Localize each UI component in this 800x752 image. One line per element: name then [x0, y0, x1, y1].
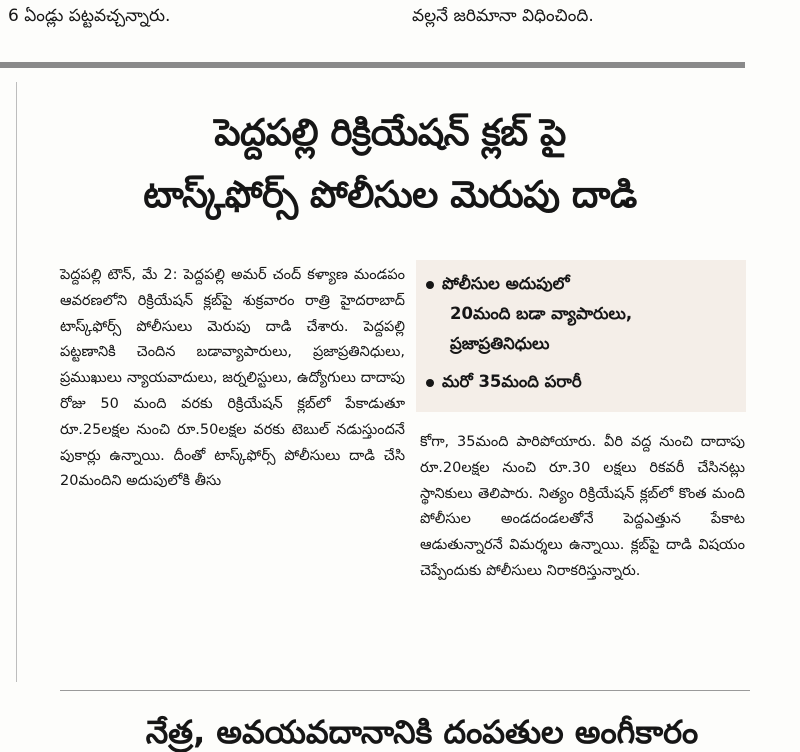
column-border: [16, 82, 17, 682]
highlight-box: [416, 260, 746, 412]
previous-article-fragment-right: వల్లనే జరిమానా విధించింది.: [412, 6, 594, 26]
article-body-right: కోగా, 35మంది పారిపోయారు. వీరి వద్ద నుంచి దాదాపు రూ.20లక్షల నుంచి రూ.30 లక్షలు రికవరీ చేసినట్లు స్థానికులు తెలిపారు. నిత్యం రిక్రియేషన్ క్లబ్‌లో కొంత మంది పోలీసుల అండదండలతోనే పెద్దఎత్తున పేకాట ఆడుతున్నారనే విమర్శలు ఉన్నాయి. క్లబ్‌పై దాడి విషయం చెప్పేందుకు పోలీసులు నిరాకరిస్తున్నారు.: [420, 434, 745, 579]
highlight-item-2: [426, 368, 582, 396]
headline-line-1: పెద్దపల్లి రిక్రియేషన్ క్లబ్ పై: [214, 111, 566, 154]
previous-article-fragment-left: 6 ఏండ్లు పట్టవచ్చన్నారు.: [8, 6, 171, 26]
headline-line-2: టాస్క్‌ఫోర్స్ పోలీసుల మెరుపు దాడి: [143, 173, 637, 216]
highlight-1-line-1: పోలీసుల అదుపులో: [442, 274, 570, 293]
highlight-1-line-3: ప్రజాప్రతినిధులు: [450, 334, 550, 353]
next-article-headline: నేత్ర, అవయవదానానికి దంపతుల అంగీకారం: [145, 713, 699, 751]
highlight-1-line-2: 20మంది బడా వ్యాపారులు,: [450, 304, 633, 323]
highlight-item-1: [426, 270, 570, 298]
article-divider: [60, 690, 750, 691]
bullet-icon: [426, 281, 434, 289]
section-divider: [0, 62, 745, 68]
bullet-icon: [426, 379, 434, 387]
highlight-2-line-1: మరో 35మంది పరారీ: [442, 372, 582, 391]
article-body-left: పెద్దపల్లి టౌన్, మే 2: పెద్దపల్లి అమర్ చంద్ కళ్యాణ మండపం ఆవరణలోని రిక్రియేషన్ క్లబ్‌పై శుక్రవారం రాత్రి హైదరాబాద్ టాస్క్‌ఫోర్స్ పోలీసులు మెరుపు దాడి చేశారు. పెద్దపల్లి పట్టణానికి చెందిన బడావ్యాపారులు, ప్రజాప్రతినిధులు, ప్రముఖులు న్యాయవాదులు, జర్నలిస్టులు, ఉద్యోగులు దాదాపు రోజు 50 మంది వరకు రిక్రియేషన్ క్లబ్‌లో పేకాడుతూ రూ.25లక్షల నుంచి రూ.50లక్షల వరకు టెబుల్ నడుస్తుందనే పుకార్లు ఉన్నాయి. దీంతో టాస్క్‌ఫోర్స్ పోలీసులు దాడి చేసి 20మందిని అదుపులోకి తీసు: [60, 267, 405, 490]
